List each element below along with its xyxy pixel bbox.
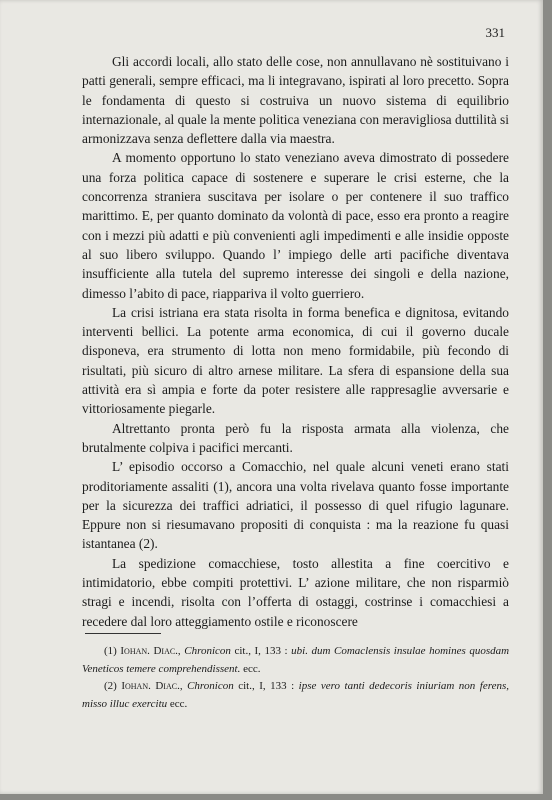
footnote-quote: ubi. dum Comaclensis insulae homines quosdam Veneticos temere comprehendissent. <box>82 645 510 675</box>
footnote-mark: (1) <box>104 645 117 657</box>
paragraph: La spedizione comacchiese, tosto allestita a fine coercitivo e intimidatorio, ebbe compiti protettivi. L’ azione militare, che non risparmiò stragi e incendi, risolta con l’offerta di ostaggi, costrinse i comacchiesi a recedere dal loro atteggiamento ostile e riconoscere <box>82 555 509 629</box>
footnote-mark: (2) <box>104 680 117 692</box>
footnote-author: Iohan. Diac., <box>121 680 183 692</box>
footnote-ref: cit., I, 133 : <box>238 680 295 692</box>
paragraph: Altrettanto pronta però fu la risposta armata alla violenza, che brutalmente colpiva i pacifici mercanti. <box>82 420 509 455</box>
footnote-ref: cit., I, 133 : <box>234 645 288 657</box>
footnote-quote: ipse vero tanti dedecoris iniuriam non ferens, misso illuc exercitu <box>82 680 510 710</box>
footnote-work: Chronicon <box>184 645 231 657</box>
paragraph: L’ episodio occorso a Comacchio, nel quale alcuni veneti erano stati proditoriamente assaliti (1), ancora una volta rivelava quanto fosse importante per la sicurezza dei traffici adriatici, il possesso di quel rifugio lagunare. Eppure non si riesumavano propositi di conquista : ma la reazione fu quasi istantanea (2). <box>82 459 509 552</box>
paragraph: Gli accordi locali, allo stato delle cose, non annullavano nè sostituivano i patti generali, sempre efficaci, ma li integravano, ispirati al loro precetto. Sopra le fondamenta di questo si costruiva un nuovo sistema di equilibrio internazionale, al quale la mente politica veneziana con meravigliosa duttilità si armonizzava senza deflettere dalla via maestra. <box>82 54 509 147</box>
body-text <box>82 52 509 631</box>
footnotes <box>82 643 509 713</box>
footnote-rule <box>85 633 161 634</box>
footnote-work: Chronicon <box>187 680 234 692</box>
footnote <box>82 643 509 678</box>
footnote-author: Iohan. Diac., <box>120 645 181 657</box>
paragraph: A momento opportuno lo stato veneziano aveva dimostrato di possedere una forza politica capace di sostenere e superare le crisi esterne, che la concorrenza straniera suscitava per isolare o per contenere il suo traffico marittimo. E, per quanto dominato da volontà di pace, esso era pronto a reagire con i mezzi più adatti e più convenienti agli impedimenti e alle insidie opposte al suo libero sviluppo. Quando l’ impiego delle arti pacifiche diventava insufficiente alla tutela del supremo interesse dei singoli e della nazione, dimesso l’abito di pace, riappariva il volto guerriero. <box>82 150 509 301</box>
paragraph: La crisi istriana era stata risolta in forma benefica e dignitosa, evitando interventi bellici. La potente arma economica, di cui il governo ducale disponeva, era strumento di lotta non meno formidabile, più fecondo di risultati, più sicuro di altro arnese militare. La sfera di espansione della sua attività era sì ampia e forte da poter resistere alle rappresaglie avversarie e vittoriosamente piegarle. <box>82 304 509 417</box>
page-number: 331 <box>485 25 505 40</box>
footnote <box>82 678 509 713</box>
footnote-tail: ecc. <box>169 697 188 710</box>
footnote-tail: ecc. <box>243 662 261 675</box>
